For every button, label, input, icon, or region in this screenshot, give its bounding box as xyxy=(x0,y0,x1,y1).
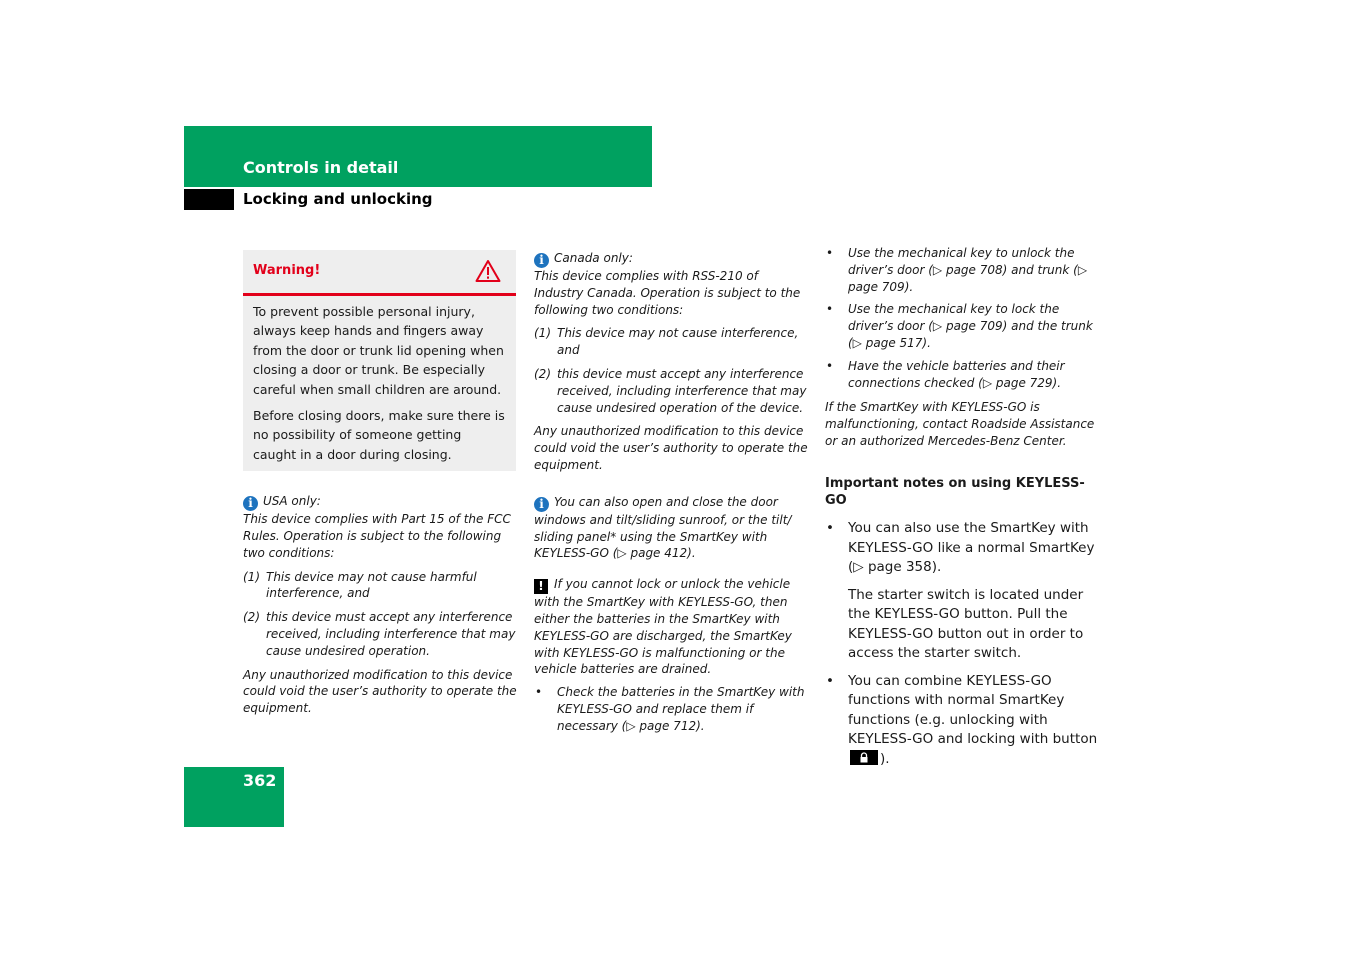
list-text: You can also use the SmartKey with KEYLESS-GO like a normal SmartKey (▷ page 358). xyxy=(848,520,1095,576)
canada-conditions xyxy=(534,325,810,416)
lock-failure-note xyxy=(534,576,810,734)
starter-switch-note: The starter switch is located under the KEYLESS-GO button. Pull the KEYLESS-GO button out in order to access the starter switch. xyxy=(848,586,1084,662)
list-number: (2) xyxy=(534,366,551,381)
canada-note xyxy=(534,250,810,474)
canada-note-intro: This device complies with RSS-210 of Industry Canada. Operation is subject to the following two conditions: xyxy=(534,269,801,317)
warning-body xyxy=(243,296,516,471)
sunroof-note xyxy=(534,494,810,562)
keyless-go-heading: Important notes on using KEYLESS-GO xyxy=(825,475,1085,508)
section-title: Controls in detail xyxy=(243,158,399,177)
lock-icon xyxy=(850,750,878,765)
subsection-marker xyxy=(184,189,234,210)
list-item xyxy=(534,684,810,734)
info-icon: i xyxy=(534,497,549,512)
list-number: (2) xyxy=(243,610,260,625)
bullet: • xyxy=(826,358,834,373)
list-text: this device must accept any interference received, including interference that may cause undesired operation. xyxy=(266,610,516,658)
bullet: • xyxy=(826,302,834,317)
list-item xyxy=(534,325,810,359)
lock-failure-text: If you cannot lock or unlock the vehicle with the SmartKey with KEYLESS-GO, then either the batteries in the SmartKey with KEYLESS-GO are discharged, the SmartKey with KEYLESS-GO is malfunctioning or the vehicle batteries are drained. xyxy=(534,577,792,677)
sunroof-note-text: You can also open and close the door windows and tilt/sliding sunroof, or the tilt/ sliding panel* using the SmartKey with KEYLESS-GO (▷ page 412). xyxy=(534,494,792,561)
keyless-go-list-2 xyxy=(825,672,1101,770)
bullet: • xyxy=(826,520,834,537)
list-text: this device must accept any interference received, including interference that may cause undesired operation of the device. xyxy=(557,366,807,415)
list-item xyxy=(243,609,517,659)
warning-header xyxy=(243,250,516,296)
malfunction-note: If the SmartKey with KEYLESS-GO is malfunctioning, contact Roadside Assistance or an authorized Mercedes-Benz Center. xyxy=(825,400,1095,448)
list-text: Use the mechanical key to lock the driver’s door (▷ page 709) and the trunk (▷ page 517). xyxy=(848,302,1093,350)
warning-paragraph: Before closing doors, make sure there is no possibility of someone getting caught in a door during closing. xyxy=(253,408,505,462)
list-text: Have the vehicle batteries and their connections checked (▷ page 729). xyxy=(848,358,1065,390)
list-text: This device may not cause harmful interference, and xyxy=(266,569,477,601)
bullet: • xyxy=(826,672,834,689)
subsection-title: Locking and unlocking xyxy=(243,190,433,208)
usa-conditions xyxy=(243,569,517,660)
lock-failure-bullets xyxy=(534,684,810,734)
list-item xyxy=(534,366,810,416)
list-number: (1) xyxy=(243,569,260,584)
list-number: (1) xyxy=(534,326,551,341)
list-text: This device may not cause interference, and xyxy=(557,326,799,358)
canada-note-heading: Canada only: xyxy=(554,251,633,265)
list-text: Use the mechanical key to unlock the driver’s door (▷ page 708) and trunk (▷ page 709). xyxy=(848,246,1088,294)
exclamation-icon: ! xyxy=(534,579,548,594)
list-item xyxy=(825,672,1101,770)
canada-note-closing: Any unauthorized modification to this device could void the user’s authority to operate the equipment. xyxy=(534,424,808,472)
list-item xyxy=(825,301,1101,351)
column-2 xyxy=(534,250,810,741)
info-icon: i xyxy=(243,496,258,511)
usa-note-closing: Any unauthorized modification to this device could void the user’s authority to operate the equipment. xyxy=(243,667,517,716)
info-icon: i xyxy=(534,253,549,268)
list-item xyxy=(243,569,517,603)
list-text-end: ). xyxy=(880,750,890,767)
page-number: 362 xyxy=(243,771,277,790)
usa-note-intro: This device complies with Part 15 of the FCC Rules. Operation is subject to the following two conditions: xyxy=(243,512,511,560)
list-text: You can combine KEYLESS-GO functions with normal SmartKey functions (e.g. unlocking with KEYLESS-GO and locking with button xyxy=(848,672,1098,748)
bullet: • xyxy=(826,246,834,260)
warning-label: Warning! xyxy=(253,263,321,278)
column-3 xyxy=(825,245,1101,777)
warning-triangle-icon xyxy=(475,259,501,288)
list-text: Check the batteries in the SmartKey with KEYLESS-GO and replace them if necessary (▷ page 712). xyxy=(557,685,805,733)
list-item xyxy=(825,358,1101,392)
warning-box xyxy=(243,250,516,471)
bullet: • xyxy=(535,685,543,700)
column-1 xyxy=(243,250,517,717)
header-band xyxy=(184,126,652,187)
warning-paragraph: To prevent possible personal injury, always keep hands and fingers away from the door or trunk lid opening when closing a door or trunk. Be especially careful when small children are around. xyxy=(253,304,504,397)
usa-note xyxy=(243,493,517,717)
mechanical-key-bullets xyxy=(825,245,1101,391)
usa-note-heading: USA only: xyxy=(263,494,321,509)
list-item xyxy=(825,519,1101,578)
keyless-go-list xyxy=(825,519,1101,578)
list-item xyxy=(825,245,1101,295)
